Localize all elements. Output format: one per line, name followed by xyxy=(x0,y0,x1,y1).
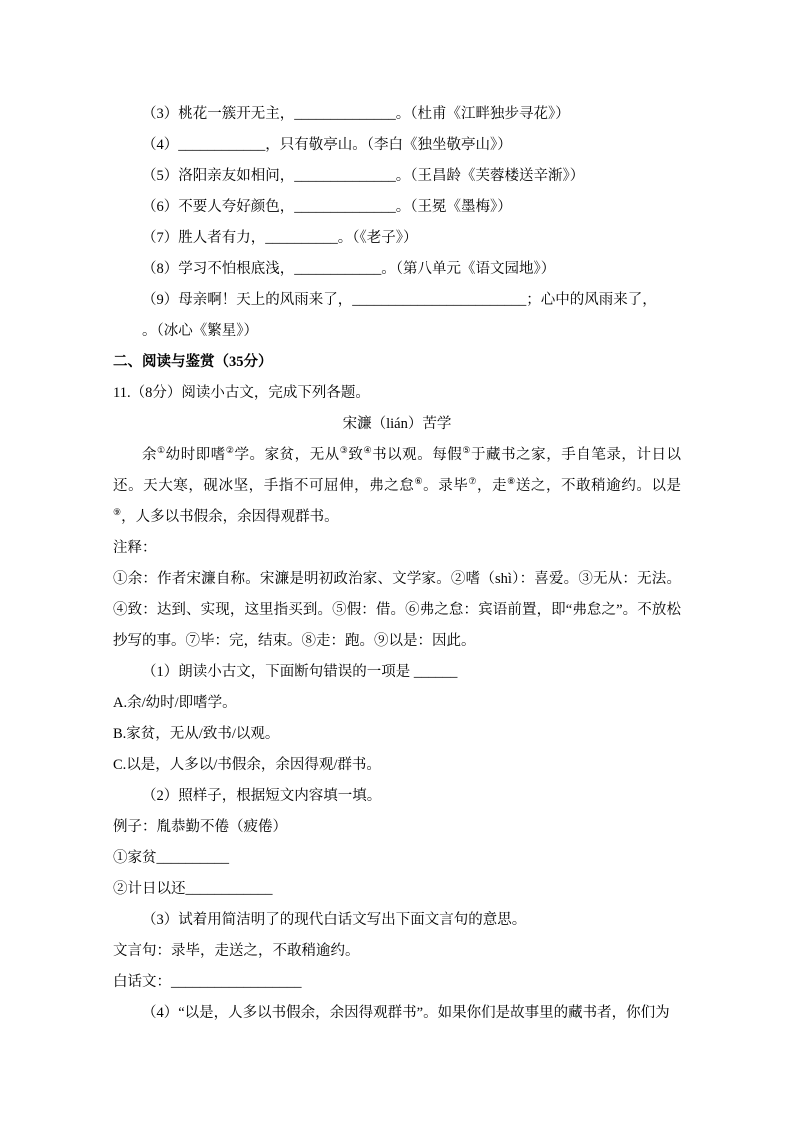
fill-question-7: （7）胜人者有力，__________。（《老子》） xyxy=(142,230,418,246)
passage-segment: ，走 xyxy=(477,478,508,494)
note-ref-4: ④ xyxy=(363,445,373,455)
note-ref-6: ⑥ xyxy=(414,476,424,486)
fill-question-9-cont: 。（冰心《繁星》） xyxy=(142,323,258,339)
fill-question-5: （5）洛阳亲友如相问，______________。（王昌龄《芙蓉楼送辛渐》） xyxy=(142,168,585,184)
option-a: A.余/幼时/即嗜学。 xyxy=(113,695,237,711)
note-ref-3: ③ xyxy=(339,445,349,455)
note-ref-5: ⑤ xyxy=(462,445,471,455)
fill-question-4: （4）____________，只有敬亭山。（李白《独坐敬亭山》） xyxy=(142,137,512,153)
section-heading: 二、阅读与鉴赏（35分） xyxy=(113,354,273,370)
sub-question-4: （4）“以是，人多以书假余，余因得观群书”。如果你们是故事里的藏书者，你们为 xyxy=(142,1005,670,1021)
passage-segment: 余 xyxy=(142,447,158,463)
notes-label: 注释： xyxy=(113,540,157,556)
sub-question-1: （1）朗读小古文，下面断句错误的一项是 ______ xyxy=(142,664,458,680)
option-c: C.以是，人多以/书假余，余因得观/群书。 xyxy=(113,757,381,773)
fill-question-3: （3）桃花一簇开无主，______________。（杜甫《江畔独步寻花》） xyxy=(142,106,570,122)
sub-question-2: （2）照样子，根据短文内容填一填。 xyxy=(142,788,382,804)
passage-segment: 。录毕 xyxy=(423,478,469,494)
notes-text: ①余：作者宋濂自称。宋濂是明初政治家、文学家。②嗜（shì）：喜爱。③无从：无法。④致：达到、实现，这里指买到。⑤假：借。⑥弗之怠：宾语前置，即“弗怠之”。不放松抄写的事。⑦毕：完，结束。⑧走：跑。⑨以是：因此。 xyxy=(113,571,681,649)
fill-blank-2: ②计日以还____________ xyxy=(113,881,273,897)
note-ref-2: ② xyxy=(225,445,235,455)
vernacular-blank: 白话文：__________________ xyxy=(113,974,302,990)
passage-segment: 于藏书之家，手自笔录，计日以还。天大寒，砚冰坚，手指不可屈伸，弗之怠 xyxy=(113,447,682,494)
note-ref-1: ① xyxy=(157,445,166,455)
classical-sentence: 文言句：录毕，走送之，不敢稍逾约。 xyxy=(113,943,360,959)
passage-segment: 送之，不敢稍逾约。以是 xyxy=(515,478,682,494)
option-b: B.家贫，无从/致书/以观。 xyxy=(113,726,280,742)
passage-segment: 致 xyxy=(348,447,364,463)
fill-question-9: （9）母亲啊！天上的风雨来了，________________________；心中的风雨来了， xyxy=(142,292,657,308)
fill-question-8: （8）学习不怕根底浅，____________。（第八单元《语文园地》） xyxy=(142,261,556,277)
note-ref-8: ⑧ xyxy=(507,476,516,486)
passage-segment: 书以观。每假 xyxy=(372,447,463,463)
passage-segment: ，人多以书假余，余因得观群书。 xyxy=(121,509,339,525)
fill-blank-1: ①家贫__________ xyxy=(113,850,229,866)
note-ref-9: ⑨ xyxy=(113,507,122,517)
question-11-intro: 11.（8分）阅读小古文，完成下列各题。 xyxy=(113,385,370,401)
passage-title: 宋濂（lián）苦学 xyxy=(342,416,452,432)
passage-segment: 学。家贫，无从 xyxy=(234,447,340,463)
fill-question-6: （6）不要人夸好颜色，______________。（王冕《墨梅》） xyxy=(142,199,512,215)
sub-question-3: （3）试着用简洁明了的现代白话文写出下面文言句的意思。 xyxy=(142,912,527,928)
passage-segment: 幼时即嗜 xyxy=(165,447,226,463)
note-ref-7: ⑦ xyxy=(468,476,477,486)
example-line: 例子：胤恭勤不倦（疲倦） xyxy=(113,819,287,835)
passage-text xyxy=(113,440,681,533)
